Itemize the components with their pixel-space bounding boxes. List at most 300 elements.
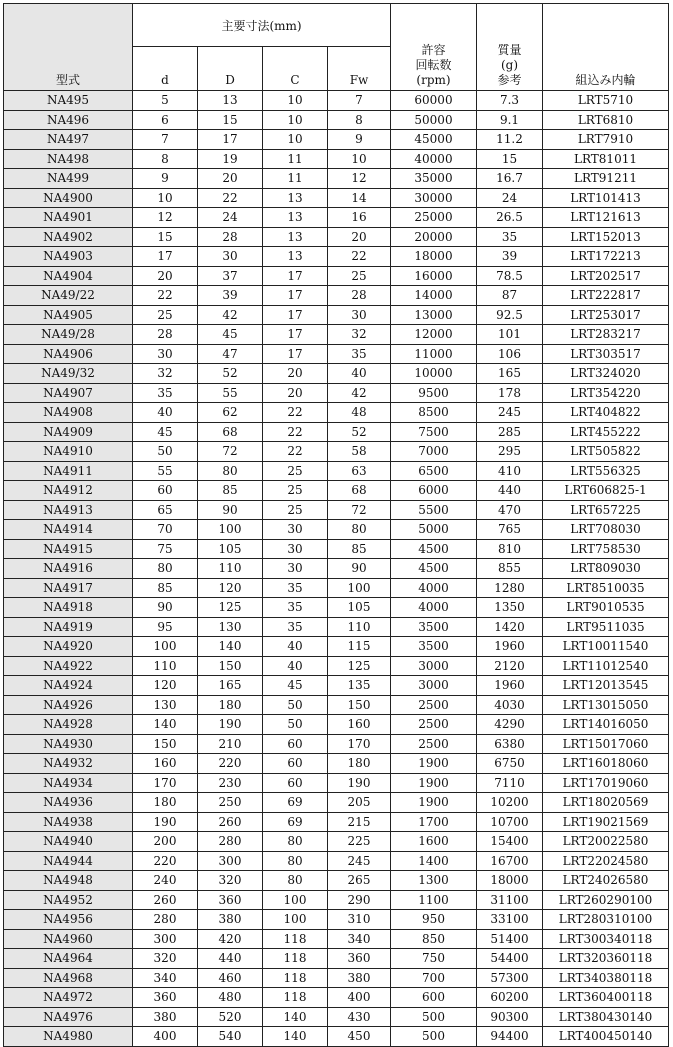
D-cell: 150: [198, 656, 263, 676]
inner-ring-cell: LRT505822: [543, 442, 669, 462]
table-row: [4, 539, 669, 559]
inner-ring-cell: LRT280310100: [543, 910, 669, 930]
speed-cell: 4000: [391, 578, 477, 598]
inner-ring-cell: LRT556325: [543, 461, 669, 481]
mass-cell: 24: [477, 188, 543, 208]
model-cell: NA4900: [4, 188, 133, 208]
C-cell: 25: [263, 461, 328, 481]
table-row: [4, 188, 669, 208]
d-cell: 200: [133, 832, 198, 852]
D-cell: 52: [198, 364, 263, 384]
table-row: [4, 676, 669, 696]
speed-cell: 950: [391, 910, 477, 930]
mass-cell: 31100: [477, 890, 543, 910]
C-cell: 30: [263, 539, 328, 559]
d-cell: 110: [133, 656, 198, 676]
model-cell: NA4914: [4, 520, 133, 540]
speed-cell: 4500: [391, 559, 477, 579]
Fw-cell: 30: [328, 305, 391, 325]
mass-cell: 101: [477, 325, 543, 345]
inner-ring-cell: LRT708030: [543, 520, 669, 540]
D-cell: 13: [198, 91, 263, 111]
d-cell: 180: [133, 793, 198, 813]
Fw-cell: 290: [328, 890, 391, 910]
C-cell: 25: [263, 500, 328, 520]
inner-ring-cell: LRT121613: [543, 208, 669, 228]
Fw-cell: 25: [328, 266, 391, 286]
inner-ring-cell: LRT19021569: [543, 812, 669, 832]
speed-cell: 35000: [391, 169, 477, 189]
table-row: [4, 149, 669, 169]
C-cell: 17: [263, 286, 328, 306]
table-row: [4, 793, 669, 813]
speed-cell: 6000: [391, 481, 477, 501]
Fw-cell: 105: [328, 598, 391, 618]
table-row: [4, 442, 669, 462]
table-row: [4, 383, 669, 403]
table-row: [4, 968, 669, 988]
inner-ring-header: 組込み内輪: [543, 4, 669, 91]
table-row: [4, 403, 669, 423]
C-cell: 22: [263, 442, 328, 462]
model-cell: NA4920: [4, 637, 133, 657]
d-cell: 240: [133, 871, 198, 891]
mass-cell: 39: [477, 247, 543, 267]
mass-cell: 765: [477, 520, 543, 540]
d-cell: 75: [133, 539, 198, 559]
speed-cell: 20000: [391, 227, 477, 247]
d-cell: 260: [133, 890, 198, 910]
inner-ring-cell: LRT7910: [543, 130, 669, 150]
Fw-cell: 32: [328, 325, 391, 345]
Fw-cell: 63: [328, 461, 391, 481]
model-cell: NA4926: [4, 695, 133, 715]
C-cell: 69: [263, 812, 328, 832]
Fw-cell: 80: [328, 520, 391, 540]
model-cell: NA4952: [4, 890, 133, 910]
Fw-cell: 68: [328, 481, 391, 501]
d-cell: 17: [133, 247, 198, 267]
table-row: [4, 110, 669, 130]
C-cell: 17: [263, 305, 328, 325]
d-cell: 220: [133, 851, 198, 871]
model-cell: NA4913: [4, 500, 133, 520]
d-cell: 170: [133, 773, 198, 793]
inner-ring-cell: LRT809030: [543, 559, 669, 579]
C-cell: 35: [263, 598, 328, 618]
speed-cell: 60000: [391, 91, 477, 111]
mass-cell: 1420: [477, 617, 543, 637]
table-row: [4, 812, 669, 832]
speed-cell: 3500: [391, 637, 477, 657]
mass-cell: 15400: [477, 832, 543, 852]
D-cell: 90: [198, 500, 263, 520]
Fw-cell: 340: [328, 929, 391, 949]
table-row: [4, 578, 669, 598]
model-cell: NA4968: [4, 968, 133, 988]
mass-cell: 4030: [477, 695, 543, 715]
Fw-cell: 360: [328, 949, 391, 969]
model-cell: NA4976: [4, 1007, 133, 1027]
D-cell: 165: [198, 676, 263, 696]
D-cell: 85: [198, 481, 263, 501]
inner-ring-cell: LRT17019060: [543, 773, 669, 793]
d-cell: 130: [133, 695, 198, 715]
Fw-cell: 90: [328, 559, 391, 579]
d-cell: 360: [133, 988, 198, 1008]
mass-cell: 6380: [477, 734, 543, 754]
Fw-cell: 205: [328, 793, 391, 813]
speed-cell: 40000: [391, 149, 477, 169]
inner-ring-cell: LRT202517: [543, 266, 669, 286]
mass-cell: 178: [477, 383, 543, 403]
speed-cell: 750: [391, 949, 477, 969]
model-cell: NA4905: [4, 305, 133, 325]
mass-cell: 1280: [477, 578, 543, 598]
model-cell: NA4932: [4, 754, 133, 774]
d-cell: 280: [133, 910, 198, 930]
D-cell: 140: [198, 637, 263, 657]
table-row: [4, 481, 669, 501]
d-cell: 60: [133, 481, 198, 501]
D-cell: 30: [198, 247, 263, 267]
model-cell: NA4906: [4, 344, 133, 364]
inner-ring-cell: LRT300340118: [543, 929, 669, 949]
speed-cell: 9500: [391, 383, 477, 403]
Fw-cell: 7: [328, 91, 391, 111]
D-cell: 100: [198, 520, 263, 540]
speed-cell: 2500: [391, 715, 477, 735]
mass-cell: 440: [477, 481, 543, 501]
mass-cell: 106: [477, 344, 543, 364]
d-cell: 95: [133, 617, 198, 637]
Fw-cell: 100: [328, 578, 391, 598]
Fw-cell: 20: [328, 227, 391, 247]
speed-cell: 14000: [391, 286, 477, 306]
Fw-cell: 245: [328, 851, 391, 871]
model-cell: NA4922: [4, 656, 133, 676]
inner-ring-cell: LRT380430140: [543, 1007, 669, 1027]
D-cell: 220: [198, 754, 263, 774]
table-row: [4, 500, 669, 520]
Fw-cell: 400: [328, 988, 391, 1008]
inner-ring-cell: LRT606825-1: [543, 481, 669, 501]
mass-cell: 245: [477, 403, 543, 423]
C-cell: 22: [263, 403, 328, 423]
table-row: [4, 130, 669, 150]
mass-cell: 9.1: [477, 110, 543, 130]
speed-cell: 1600: [391, 832, 477, 852]
speed-header-line-2: 回転数: [415, 58, 452, 72]
speed-cell: 4500: [391, 539, 477, 559]
speed-cell: 1700: [391, 812, 477, 832]
D-cell: 37: [198, 266, 263, 286]
speed-cell: 1100: [391, 890, 477, 910]
table-row: [4, 754, 669, 774]
speed-cell: 7000: [391, 442, 477, 462]
table-row: [4, 832, 669, 852]
model-cell: NA4901: [4, 208, 133, 228]
D-cell: 68: [198, 422, 263, 442]
C-cell: 20: [263, 383, 328, 403]
speed-cell: 8500: [391, 403, 477, 423]
model-cell: NA4960: [4, 929, 133, 949]
model-cell: NA4948: [4, 871, 133, 891]
Fw-cell: 40: [328, 364, 391, 384]
d-cell: 120: [133, 676, 198, 696]
model-cell: NA498: [4, 149, 133, 169]
D-cell: 72: [198, 442, 263, 462]
speed-cell: 30000: [391, 188, 477, 208]
d-cell: 140: [133, 715, 198, 735]
d-cell: 320: [133, 949, 198, 969]
model-cell: NA4910: [4, 442, 133, 462]
C-cell: 69: [263, 793, 328, 813]
table-row: [4, 949, 669, 969]
mass-cell: 10700: [477, 812, 543, 832]
mass-cell: 1960: [477, 637, 543, 657]
Fw-cell: 150: [328, 695, 391, 715]
mass-cell: 2120: [477, 656, 543, 676]
table-row: [4, 929, 669, 949]
speed-cell: 850: [391, 929, 477, 949]
Fw-cell: 170: [328, 734, 391, 754]
D-cell: 55: [198, 383, 263, 403]
speed-cell: 4000: [391, 598, 477, 618]
speed-cell: 16000: [391, 266, 477, 286]
mass-cell: 11.2: [477, 130, 543, 150]
D-cell: 520: [198, 1007, 263, 1027]
inner-ring-cell: LRT354220: [543, 383, 669, 403]
Fw-header: Fw: [328, 47, 391, 91]
inner-ring-cell: LRT91211: [543, 169, 669, 189]
speed-cell: 1900: [391, 773, 477, 793]
mass-cell: 87: [477, 286, 543, 306]
speed-cell: 45000: [391, 130, 477, 150]
model-cell: NA4919: [4, 617, 133, 637]
speed-cell: 2500: [391, 734, 477, 754]
C-cell: 30: [263, 520, 328, 540]
table-row: [4, 656, 669, 676]
mass-cell: 10200: [477, 793, 543, 813]
table-row: [4, 988, 669, 1008]
Fw-cell: 10: [328, 149, 391, 169]
d-cell: 12: [133, 208, 198, 228]
Fw-cell: 72: [328, 500, 391, 520]
mass-cell: 7.3: [477, 91, 543, 111]
table-body: [4, 91, 669, 1047]
D-cell: 110: [198, 559, 263, 579]
C-cell: 100: [263, 890, 328, 910]
C-cell: 80: [263, 851, 328, 871]
mass-cell: 33100: [477, 910, 543, 930]
inner-ring-cell: LRT5710: [543, 91, 669, 111]
D-cell: 120: [198, 578, 263, 598]
table-row: [4, 266, 669, 286]
C-cell: 25: [263, 481, 328, 501]
Fw-cell: 28: [328, 286, 391, 306]
inner-ring-cell: LRT81011: [543, 149, 669, 169]
inner-ring-cell: LRT9511035: [543, 617, 669, 637]
speed-cell: 12000: [391, 325, 477, 345]
inner-ring-cell: LRT12013545: [543, 676, 669, 696]
mass-cell: 1960: [477, 676, 543, 696]
model-cell: NA4944: [4, 851, 133, 871]
mass-cell: 90300: [477, 1007, 543, 1027]
inner-ring-cell: LRT18020569: [543, 793, 669, 813]
d-cell: 25: [133, 305, 198, 325]
model-cell: NA4909: [4, 422, 133, 442]
C-cell: 118: [263, 949, 328, 969]
C-cell: 60: [263, 773, 328, 793]
D-cell: 440: [198, 949, 263, 969]
mass-header-line-3: 参考: [497, 73, 522, 87]
table-row: [4, 325, 669, 345]
C-cell: 17: [263, 344, 328, 364]
table-row: [4, 1007, 669, 1027]
table-row: [4, 695, 669, 715]
mass-cell: 285: [477, 422, 543, 442]
inner-ring-cell: LRT22024580: [543, 851, 669, 871]
mass-header-line-2: (g): [500, 58, 519, 72]
C-cell: 11: [263, 149, 328, 169]
d-cell: 10: [133, 188, 198, 208]
model-cell: NA4940: [4, 832, 133, 852]
Fw-cell: 35: [328, 344, 391, 364]
table-row: [4, 169, 669, 189]
speed-cell: 2500: [391, 695, 477, 715]
Fw-cell: 430: [328, 1007, 391, 1027]
speed-cell: 700: [391, 968, 477, 988]
model-cell: NA4936: [4, 793, 133, 813]
table-row: [4, 559, 669, 579]
D-cell: 28: [198, 227, 263, 247]
C-cell: 13: [263, 247, 328, 267]
table-row: [4, 773, 669, 793]
speed-cell: 5500: [391, 500, 477, 520]
Fw-cell: 450: [328, 1027, 391, 1047]
Fw-cell: 125: [328, 656, 391, 676]
d-cell: 55: [133, 461, 198, 481]
table-row: [4, 910, 669, 930]
speed-cell: 6500: [391, 461, 477, 481]
D-cell: 15: [198, 110, 263, 130]
model-cell: NA4908: [4, 403, 133, 423]
d-cell: 15: [133, 227, 198, 247]
Fw-cell: 42: [328, 383, 391, 403]
table-row: [4, 247, 669, 267]
inner-ring-cell: LRT8510035: [543, 578, 669, 598]
table-row: [4, 871, 669, 891]
model-cell: NA495: [4, 91, 133, 111]
speed-cell: 25000: [391, 208, 477, 228]
C-cell: 40: [263, 637, 328, 657]
C-cell: 35: [263, 578, 328, 598]
model-cell: NA4911: [4, 461, 133, 481]
inner-ring-cell: LRT324020: [543, 364, 669, 384]
speed-cell: 13000: [391, 305, 477, 325]
Fw-cell: 14: [328, 188, 391, 208]
speed-cell: 7500: [391, 422, 477, 442]
d-cell: 32: [133, 364, 198, 384]
C-cell: 10: [263, 130, 328, 150]
speed-cell: 1900: [391, 754, 477, 774]
D-cell: 320: [198, 871, 263, 891]
header-row-1: [4, 4, 669, 47]
Fw-cell: 180: [328, 754, 391, 774]
D-cell: 45: [198, 325, 263, 345]
Fw-cell: 9: [328, 130, 391, 150]
speed-cell: 18000: [391, 247, 477, 267]
mass-cell: 165: [477, 364, 543, 384]
inner-ring-cell: LRT404822: [543, 403, 669, 423]
d-cell: 150: [133, 734, 198, 754]
D-cell: 540: [198, 1027, 263, 1047]
D-header: D: [198, 47, 263, 91]
d-cell: 65: [133, 500, 198, 520]
D-cell: 260: [198, 812, 263, 832]
D-cell: 460: [198, 968, 263, 988]
inner-ring-cell: LRT13015050: [543, 695, 669, 715]
mass-cell: 810: [477, 539, 543, 559]
mass-cell: 855: [477, 559, 543, 579]
mass-cell: 6750: [477, 754, 543, 774]
Fw-cell: 215: [328, 812, 391, 832]
speed-cell: 5000: [391, 520, 477, 540]
model-cell: NA49/32: [4, 364, 133, 384]
model-cell: NA4902: [4, 227, 133, 247]
d-cell: 50: [133, 442, 198, 462]
C-cell: 35: [263, 617, 328, 637]
C-cell: 11: [263, 169, 328, 189]
inner-ring-cell: LRT260290100: [543, 890, 669, 910]
table-row: [4, 520, 669, 540]
model-cell: NA4928: [4, 715, 133, 735]
speed-cell: 1900: [391, 793, 477, 813]
C-cell: 17: [263, 325, 328, 345]
inner-ring-cell: LRT303517: [543, 344, 669, 364]
mass-cell: 51400: [477, 929, 543, 949]
table-row: [4, 715, 669, 735]
Fw-cell: 16: [328, 208, 391, 228]
mass-cell: 94400: [477, 1027, 543, 1047]
C-cell: 10: [263, 91, 328, 111]
table-row: [4, 227, 669, 247]
model-cell: NA4907: [4, 383, 133, 403]
C-cell: 30: [263, 559, 328, 579]
C-cell: 13: [263, 227, 328, 247]
D-cell: 19: [198, 149, 263, 169]
table-row: [4, 286, 669, 306]
inner-ring-cell: LRT6810: [543, 110, 669, 130]
table-row: [4, 344, 669, 364]
D-cell: 230: [198, 773, 263, 793]
mass-cell: 4290: [477, 715, 543, 735]
C-cell: 22: [263, 422, 328, 442]
C-cell: 40: [263, 656, 328, 676]
inner-ring-cell: LRT222817: [543, 286, 669, 306]
model-cell: NA4938: [4, 812, 133, 832]
speed-cell: 3500: [391, 617, 477, 637]
model-cell: NA4956: [4, 910, 133, 930]
C-cell: 60: [263, 734, 328, 754]
d-cell: 85: [133, 578, 198, 598]
D-cell: 17: [198, 130, 263, 150]
table-row: [4, 422, 669, 442]
d-cell: 6: [133, 110, 198, 130]
d-cell: 70: [133, 520, 198, 540]
speed-cell: 11000: [391, 344, 477, 364]
